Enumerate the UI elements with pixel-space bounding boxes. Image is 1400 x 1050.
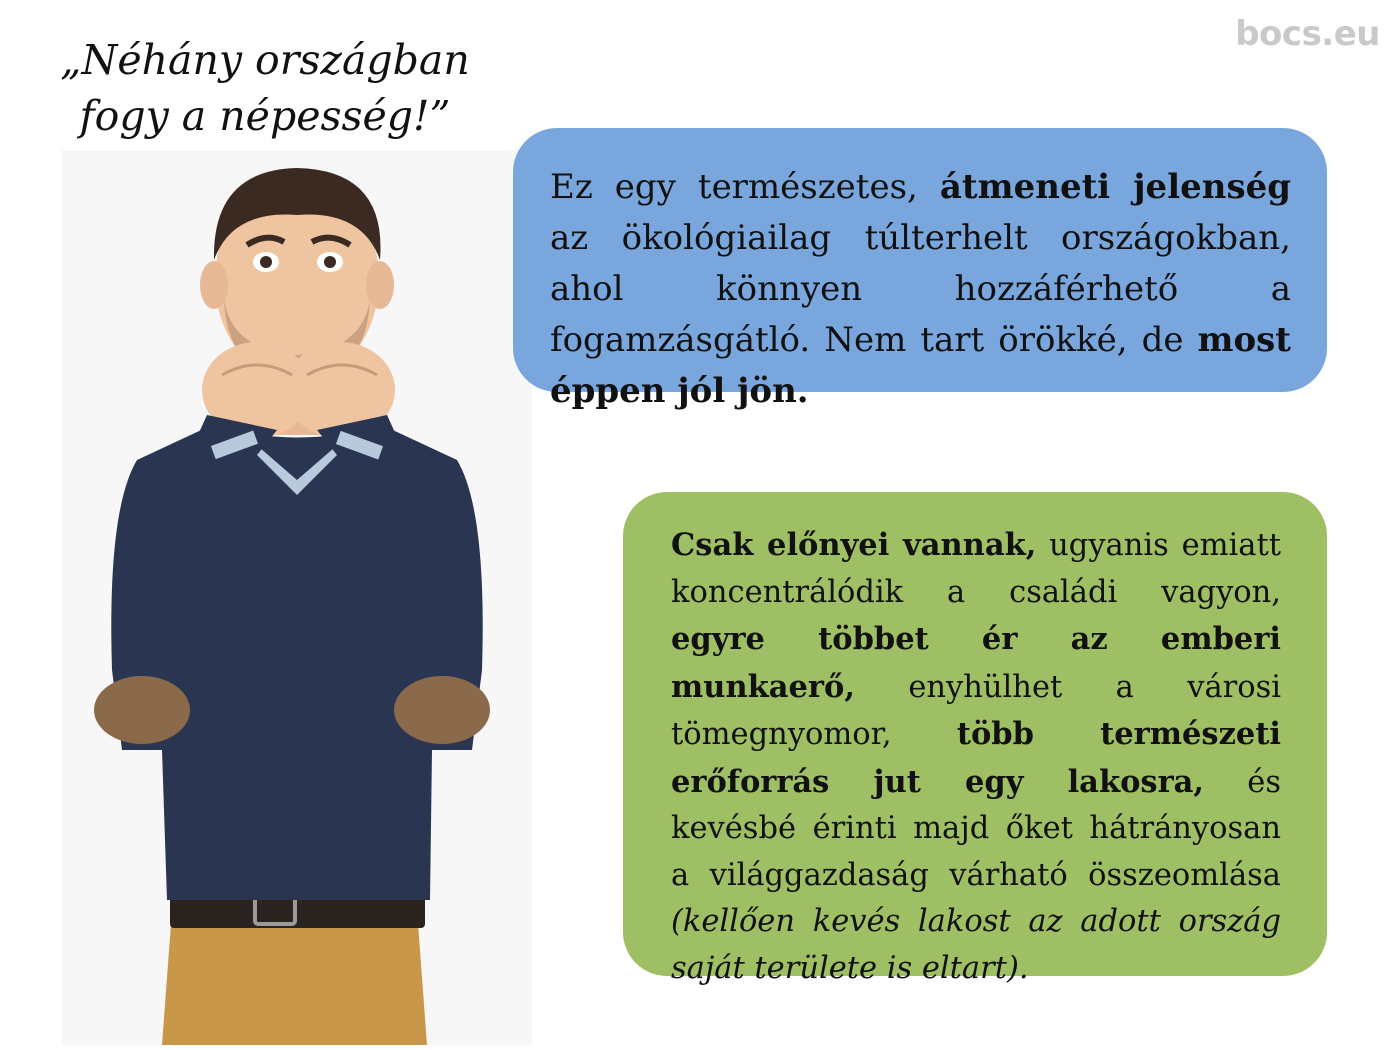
site-watermark: bocs.eu (1235, 14, 1380, 54)
green-text-3: és kevésbé érinti majd őket hátrányosan a világgazdaság várható összeomlása (671, 764, 1281, 893)
green-text-1: ugyanis emiatt koncentrálódik a családi vagyon, (671, 528, 1281, 610)
blue-text-1: Ez egy természetes, (550, 167, 940, 207)
advantages-bubble (623, 492, 1327, 986)
green-bold-1: Csak előnyei vannak, (671, 527, 1037, 563)
green-text-2: enyhülhet a városi tömegnyomor, (671, 669, 1281, 752)
quote-line-1: „Néhány országban (60, 36, 470, 84)
quote-heading (40, 32, 490, 144)
blue-text-2: az ökológiailag túlterhelt országokban, ahol könnyen hozzáférhető a fogamzásgátló. Nem tart örökké, de (550, 218, 1291, 360)
explanation-bubble (513, 128, 1327, 411)
green-bold-3: több természeti erőforrás jut egy lakosra, (671, 716, 1281, 800)
green-italic-note: (kellően kevés lakost az adott ország saját területe is eltart). (671, 904, 1281, 986)
quote-line-2: fogy a népesség!” (79, 92, 451, 140)
blue-bold-1: átmeneti jelenség (939, 167, 1292, 207)
green-bold-2: egyre többet ér az emberi munkaerő, (671, 621, 1281, 705)
anxious-man-photo (62, 150, 532, 1045)
blue-bold-2: most éppen jól jön. (550, 320, 1291, 411)
